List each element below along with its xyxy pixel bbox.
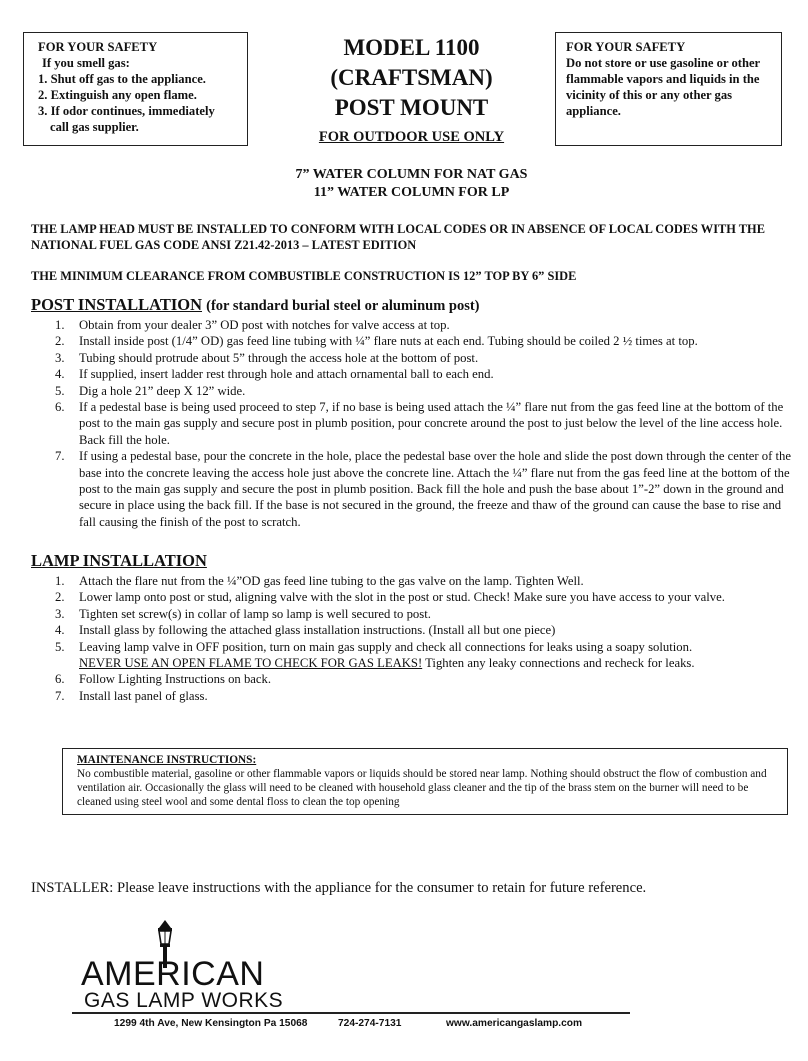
logo-text-gas-lamp-works: GAS LAMP WORKS [84, 989, 284, 1012]
post-installation-heading [31, 295, 480, 315]
title-line: POST MOUNT [334, 95, 489, 120]
installer-note: INSTALLER: Please leave instructions with the appliance for the consumer to retain for future reference. [31, 880, 647, 896]
section-subtitle: (for standard burial steel or aluminum post) [206, 298, 480, 314]
list-item [31, 383, 796, 399]
step-number: 4. [55, 623, 65, 638]
list-item [31, 399, 796, 448]
step-text: Install last panel of glass. [79, 688, 208, 703]
safety-line: 1. Shut off gas to the appliance. [38, 72, 206, 86]
water-column-nat: 7” WATER COLUMN FOR NAT GAS [295, 167, 528, 182]
step-text: Dig a hole 21” deep X 12” wide. [79, 383, 246, 398]
step-number: 7. [55, 688, 65, 703]
step-number: 2. [55, 334, 65, 349]
step-text: If supplied, insert ladder rest through hole and attach ornamental ball to each end. [79, 367, 494, 382]
list-item [31, 448, 796, 530]
list-item [31, 639, 796, 672]
step-number: 6. [55, 400, 65, 415]
footer-divider [72, 1012, 630, 1014]
codes-notice: THE LAMP HEAD MUST BE INSTALLED TO CONFORM WITH LOCAL CODES OR IN ABSENCE OF LOCAL CODES WITH THE NATIONAL FUEL GAS CODE ANSI Z21.42-2013 – LATEST EDITION [31, 222, 765, 252]
list-item [31, 366, 796, 382]
step-text: Leaving lamp valve in OFF position, turn on main gas supply and check all connections for leaks using a soapy solution. [79, 639, 693, 654]
step-text: Attach the flare nut from the ¼”OD gas feed line tubing to the gas valve on the lamp. Tighten Well. [79, 574, 584, 588]
title-line: MODEL 1100 [343, 35, 480, 60]
step-number: 1. [55, 318, 65, 332]
footer-website[interactable]: www.americangaslamp.com [446, 1018, 583, 1029]
safety-line: 2. Extinguish any open flame. [38, 88, 197, 102]
safety-box-title: FOR YOUR SAFETY [38, 40, 158, 54]
document-title [270, 33, 553, 123]
step-text-continued: Tighten any leaky connections and recheck for leaks. [422, 656, 695, 671]
step-number: 6. [55, 672, 65, 687]
section-title: POST INSTALLATION [31, 295, 203, 314]
safety-line: call gas supplier. [50, 120, 139, 134]
step-number: 5. [55, 383, 65, 398]
step-number: 3. [55, 350, 65, 365]
lamp-installation-steps [31, 573, 796, 704]
step-text: Tubing should protrude about 5” through the access hole at the bottom of post. [79, 350, 479, 365]
footer-phone: 724-274-7131 [338, 1018, 402, 1029]
step-text: If using a pedestal base, pour the concrete in the hole, place the pedestal base over the hole and slide the post down through the center of the base into the concrete leaving the access hole just above the concrete line. Attach the ¼” flare nut from the gas feed line at the bottom of the post to the main gas supply and secure the post in plumb position. Back fill the hole and push the base about 1”-2” down in the ground and secure in place using the back fill. If the base is not secured in the ground, the freeze and thaw of the ground can cause the base to rise and fall causing the finish of the post to scratch. [79, 449, 792, 529]
step-text: Install glass by following the attached glass installation instructions. (Install all but one piece) [79, 623, 556, 638]
maintenance-text: No combustible material, gasoline or other flammable vapors or liquids should be stored near lamp. Nothing should obstruct the flow of combustion and ventilation air. Occasionally the glass will need to be cleaned with household glass cleaner and the tip of the brass stem on the burner will need to be cleaned using steel wool and some dental floss to clean the top opening [77, 768, 767, 808]
safety-line: If you smell gas: [42, 56, 130, 70]
list-item [31, 622, 796, 638]
list-item [31, 606, 796, 622]
water-column-spec [200, 166, 623, 202]
logo-text-american: AMERICAN [81, 955, 265, 993]
step-text: Follow Lighting Instructions on back. [79, 672, 272, 687]
clearance-notice: THE MINIMUM CLEARANCE FROM COMBUSTIBLE CONSTRUCTION IS 12” TOP BY 6” SIDE [31, 269, 577, 283]
outdoor-use-label: FOR OUTDOOR USE ONLY [318, 129, 505, 145]
water-column-lp: 11” WATER COLUMN FOR LP [313, 185, 510, 200]
maintenance-box [62, 748, 788, 815]
safety-line: 3. If odor continues, immediately [38, 104, 215, 118]
step-number: 2. [55, 590, 65, 605]
step-number: 7. [55, 449, 65, 464]
step-number: 1. [55, 574, 65, 588]
safety-box-title: FOR YOUR SAFETY [566, 40, 686, 54]
step-number: 4. [55, 367, 65, 382]
section-title: LAMP INSTALLATION [31, 551, 207, 570]
list-item [31, 350, 796, 366]
post-installation-steps [31, 317, 796, 530]
gas-leak-warning: NEVER USE AN OPEN FLAME TO CHECK FOR GAS LEAKS! [79, 656, 423, 671]
list-item [31, 688, 796, 704]
list-item [31, 333, 796, 349]
step-number: 3. [55, 606, 65, 621]
step-text: Lower lamp onto post or stud, aligning valve with the slot in the post or stud. Check! Make sure you have access to your valve. [79, 590, 725, 605]
footer-address: 1299 4th Ave, New Kensington Pa 15068 [114, 1018, 308, 1029]
list-item [31, 573, 796, 589]
safety-text: Do not store or use gasoline or other flammable vapors and liquids in the vicinity of this or any other gas appliance. [566, 56, 760, 118]
safety-box-right [555, 32, 782, 146]
list-item [31, 589, 796, 605]
step-text: Install inside post (1/4” OD) gas feed line tubing with ¼” flare nuts at each end. Tubing should be coiled 2 ½ times at top. [79, 334, 698, 349]
title-line: (CRAFTSMAN) [330, 65, 493, 90]
safety-box-left [23, 32, 248, 146]
maintenance-heading: MAINTENANCE INSTRUCTIONS: [77, 754, 257, 766]
step-text: Tighten set screw(s) in collar of lamp so lamp is well secured to post. [79, 606, 431, 621]
step-text: Obtain from your dealer 3” OD post with notches for valve access at top. [79, 318, 450, 332]
lamp-installation-heading [31, 551, 207, 571]
step-text: If a pedestal base is being used proceed to step 7, if no base is being used attach the ¼” flare nut from the gas feed line at the bottom of the post to the main gas supply and secure post in plumb position, pour concrete around the post to just below the level of the line access hole. Back fill the hole. [79, 400, 784, 447]
list-item [31, 671, 796, 687]
step-number: 5. [55, 639, 65, 654]
list-item [31, 317, 796, 333]
